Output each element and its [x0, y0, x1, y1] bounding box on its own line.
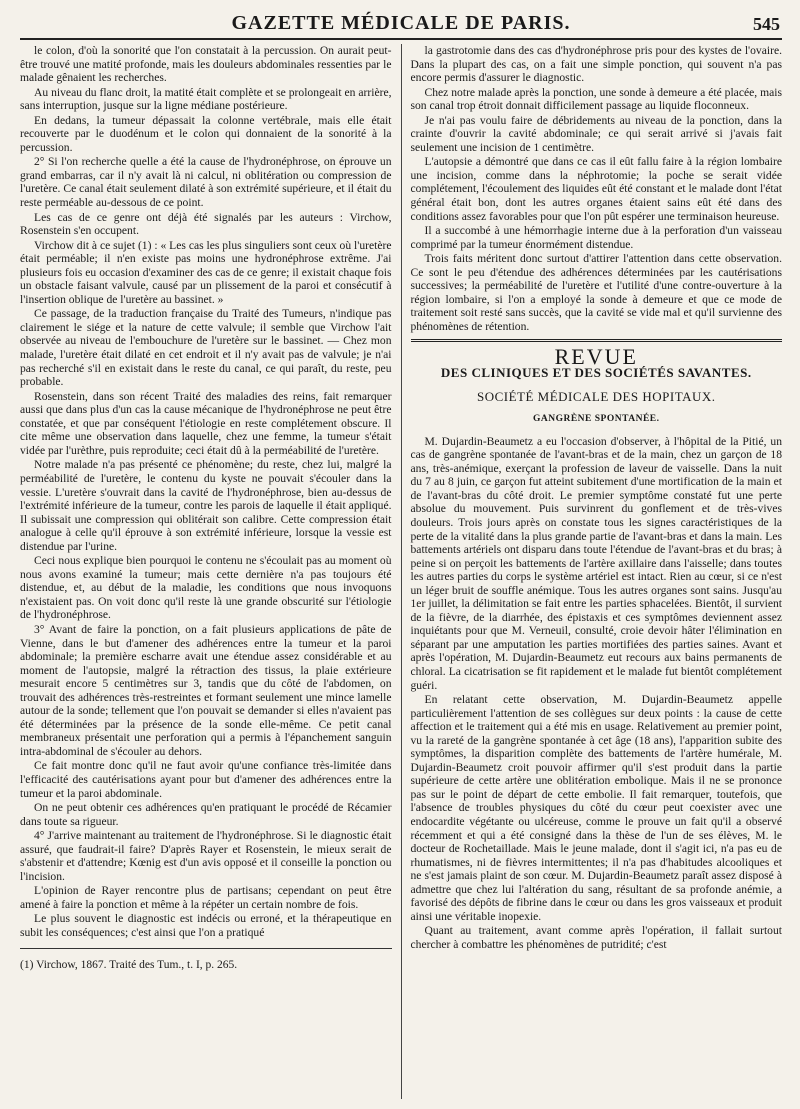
- section-header: [411, 339, 783, 426]
- paragraph: On ne peut obtenir ces adhérences qu'en pratiquant le procédé de Récamier dans toute sa rigueur.: [20, 801, 392, 828]
- paragraph: Ceci nous explique bien pourquoi le contenu ne s'écoulait pas au moment où nous avons examiné la tumeur; mais cette dernière n'a pas toujours été distendue, et, au début de la maladie, les conditions que nous invoquons n'existaient pas. On voit donc qu'il reste là une grande obscurité sur l'étiologie de l'hydronéphrose.: [20, 554, 392, 622]
- article-heading: GANGRÈNE SPONTANÉE.: [532, 414, 660, 425]
- paragraph: 2° Si l'on recherche quelle a été la cause de l'hydronéphrose, on éprouve un grand embarras, car il n'y avait là ni calcul, ni oblitération ou compression de l'uretère. Ce canal était seulement dilaté à son extrémité supérieure, et il était du reste perméable au-dessous de ce point.: [20, 155, 392, 210]
- page-number: 545: [753, 14, 780, 34]
- paragraph: Quant au traitement, avant comme après l'opération, il fallait surtout chercher à combattre les phénomènes de putridité; c'est: [410, 924, 782, 951]
- paragraph: Les cas de ce genre ont déjà été signalés par les auteurs : Virchow, Rosenstein s'en occupent.: [20, 210, 392, 238]
- footnote: (1) Virchow, 1867. Traité des Tum., t. I, p. 265.: [20, 948, 392, 973]
- paragraph: Virchow dit à ce sujet (1) : « Les cas les plus singuliers sont ceux où l'uretère était perméable; il n'en existe pas moins une hydronéphrose extrême. J'ai plusieurs fois eu occasion d'examiner des cas de ce genre; il existait chaque fois un obstacle faisant valvule, causé par un plissement de la paroi et consécutif à l'insertion oblique de l'uretère au bassinet. »: [20, 238, 392, 306]
- paragraph: 3° Avant de faire la ponction, on a fait plusieurs applications de pâte de Vienne, dans le but d'amener des adhérences entre la tumeur et la paroi abdominale; la première escharre avait une étendue assez considérable et au moment de l'autopsie, malgré la rétraction des tissus, la plaie extérieure mesurait encore 5 centimètres sur 3, tandis que du côté de l'abdomen, on trouvait des adhérences très-restreintes et formant seulement une mince lamelle autour de la sonde; tellement que l'on pouvait se demander si elles n'avaient pas été déterminées par la présence de la sonde elle-même. Ce petit canal membraneux présentait une perforation qui a permis à l'épanchement sanguin intra-abdominal de s'écouler au dehors.: [20, 622, 392, 758]
- paragraph: L'opinion de Rayer rencontre plus de partisans; cependant on peut être amené à faire la ponction et même à la répéter un certain nombre de fois.: [20, 884, 392, 911]
- paragraph: le colon, d'où la sonorité que l'on constatait à la percussion. On aurait peut-être trouvé une matité profonde, mais les douleurs abdominales ressenties par le malade gênaient les recherches.: [20, 44, 392, 85]
- section-title: REVUE: [554, 344, 638, 370]
- section-subtitle: DES CLINIQUES ET DES SOCIÉTÉS SAVANTES.: [440, 365, 752, 381]
- paragraph: 4° J'arrive maintenant au traitement de l'hydronéphrose. Si le diagnostic était assuré, que faudrait-il faire? D'après Rayer et Rosenstein, le mieux serait de s'abstenir et d'attendre; Kœnig est d'un avis opposé et il conseille la ponction ou l'incision.: [20, 829, 392, 883]
- paragraph: Au niveau du flanc droit, la matité était complète et se prolongeait en arrière, sans interruption, jusque sur la ligne médiane postérieure.: [20, 85, 392, 113]
- left-column: [20, 44, 402, 1099]
- paragraph: Rosenstein, dans son récent Traité des maladies des reins, fait remarquer aussi que dans plus d'un cas la cause mécanique de l'hydronéphrose ne peut être constatée, et que par conséquent l'étiologie en reste complétement obscure. Il cite même une observation dans laquelle, chez une femme, la tumeur s'était vidée par l'urèthre, puis reproduite; ceci était dû à la perméabilité de l'uretère.: [20, 389, 392, 457]
- paragraph: Je n'ai pas voulu faire de débridements au niveau de la ponction, dans la crainte d'ouvrir la cavité abdominale; ce qui serait arrivé si j'avais fait seulement une incision de 1 centimètre.: [410, 113, 782, 154]
- society-heading: SOCIÉTÉ MÉDICALE DES HOPITAUX.: [476, 388, 716, 404]
- paragraph: Notre malade n'a pas présenté ce phénomène; du reste, chez lui, malgré la perméabilité de l'uretère, le contenu du kyste ne pouvait s'écouler dans la vessie. L'uretère s'ouvrait dans la cavité de l'hydronéphrose, bien au-dessus de l'extrémité inférieure de la tumeur, contre les parois de laquelle il était appliqué. Il subissait une compression qui oblitérait son calibre. Cette compression était analogue à celle qu'il éprouve à son extrémité inférieure, lorsque la vessie est distendue par l'urine.: [20, 458, 392, 553]
- journal-title: GAZETTE MÉDICALE DE PARIS.: [231, 12, 571, 34]
- paragraph: L'autopsie a démontré que dans ce cas il eût fallu faire à la région lombaire une incision, comme dans la néphrotomie; la poche se serait vidée complétement, l'écoulement des liquides eût été constant et le malade dont l'état général était bon, dont les autres organes étaient sains eût été dans des conditions assez favorables pour que l'on pût espérer une terminaison heureuse.: [410, 155, 782, 223]
- right-column: [402, 44, 783, 1099]
- paragraph: Trois faits méritent donc surtout d'attirer l'attention dans cette observation. Ce sont le peu d'étendue des adhérences déterminées par les cautérisations successives; la perméabilité de l'uretère et l'utilité d'une contre-ouverture à la région lombaire, si l'on a employé la sonde à demeure et que ce mode de traitement soit resté sans succès, que la cavité se vide mal et qu'il survienne des phénomènes de rétention.: [410, 252, 782, 333]
- page-header: [20, 0, 782, 40]
- paragraph: M. Dujardin-Beaumetz a eu l'occasion d'observer, à l'hôpital de la Pitié, un cas de gangrène spontanée de l'avant-bras et de la main, chez un garçon de 18 ans, très-anémique, exerçant la profession de laveur de vaisselle. Dans la nuit du 7 au 8 juin, ce garçon fut atteint subitement d'une mortification de la main et de l'avant-bras du côté droit. Le premier symptôme constaté fut une perte absolue du mouvement. Puis survinrent du gonflement et de très-vives douleurs. Trois jours après on constate tous les signes caractéristiques de la perte de la vitalité dans la plus grande partie de l'avant-bras et dans la main. Les battements artériels ont disparu dans toute l'étendue de l'avant-bras et du bras; à peine si on perçoit les battements de l'artère axillaire dans l'aisselle; dans toutes les autres parties du corps le système artériel est intact. Rien au cœur, si ce n'est un léger bruit de souffle anémique. Tous les autres organes sont sains. Jusqu'au 1er juillet, la délimitation se fait entre les parties sphacelées. Bientôt, il survient de la fièvre, de la diarrhée, des épistaxis et ces symptômes deviennent assez inquiétants pour que M. Verneuil, consulté, croie devoir hâter l'élimination en séparant par une amputation les parties mortifiées des parties saines. Avant et après l'opération, M. Dujardin-Beaumetz eut recours aux bains permanents de chloral. La cicatrisation se fit rapidement et le malade fut bientôt complétement guéri.: [410, 434, 782, 692]
- paragraph: Chez notre malade après la ponction, une sonde à demeure a été placée, mais son canal trop étroit donnait difficilement passage au liquide floconneux.: [410, 85, 782, 113]
- paragraph: En relatant cette observation, M. Dujardin-Beaumetz appelle particulièrement l'attention de ses collègues sur deux points : la cause de cette affection et le traitement qui a été mis en usage. Relativement au premier point, vu la rareté de la gangrène spontanée à cet âge (18 ans), l'apparition subite des symptômes, la disparition complète des battements de l'artère humérale, M. Dujardin-Beaumetz croit pouvoir affirmer qu'il s'est produit dans la partie supérieure de cette artère une oblitération embolique. Mais il ne se prononce pas sur le point de départ de cette embolie. Il fait remarquer, toutefois, que l'absence de troubles physiques du côté du cœur peut coexister avec une endocardite végétante ou ulcéreuse, comme le prouve un fait qu'il a observé récemment et qui a été consigné dans la thèse de l'un de ses élèves, M. le docteur de Rochetaillade. Mais le jeune malade, dont il s'agit ici, n'a pas eu de rhumatismes, ni de fièvres intermittentes; il n'a pas d'habitudes alcooliques et ne s'est jamais plaint de son cœur. M. Dujardin-Beaumetz paraît assez disposé à admettre que chez lui l'altération du sang, résultant de sa profonde anémie, a favorisé des dépôts de fibrine dans le cœur ou dans les gros vaisseaux et produit ainsi une véritable inopexie.: [410, 693, 782, 923]
- paragraph: Ce fait montre donc qu'il ne faut avoir qu'une confiance très-limitée dans l'efficacité des cautérisations ayant pour but d'amener des adhérences entre la tumeur et la paroi abdominale.: [20, 759, 392, 800]
- paragraph: En dedans, la tumeur dépassait la colonne vertébrale, mais elle était recouverte par le duodénum et le colon qui donnaient de la sonorité à la percussion.: [20, 113, 392, 154]
- paragraph: Ce passage, de la traduction française du Traité des Tumeurs, n'indique pas clairement le siége et la nature de cette valvule; il semble que Virchow l'ait observée au niveau de l'embouchure de l'uretère sur le bassinet. — Chez mon malade, l'uretère était dilaté en cet endroit et il n'y avait pas de valvule; je n'ai pas recherché s'il en existait dans le reste du canal, ce qui paraît, du reste, peu probable.: [20, 307, 392, 389]
- paragraph: Il a succombé à une hémorrhagie interne due à la perforation d'un vaisseau comprimé par la tumeur énormément distendue.: [410, 224, 782, 251]
- paragraph: la gastrotomie dans des cas d'hydronéphrose pris pour des kystes de l'ovaire. Dans la plupart des cas, on a fait une simple ponction, qui souvent n'a pas encore permis d'assurer le diagnostic.: [410, 44, 782, 85]
- paragraph: Le plus souvent le diagnostic est indécis ou erroné, et la thérapeutique en subit les conséquences; c'est ainsi que l'on a pratiqué: [20, 912, 392, 939]
